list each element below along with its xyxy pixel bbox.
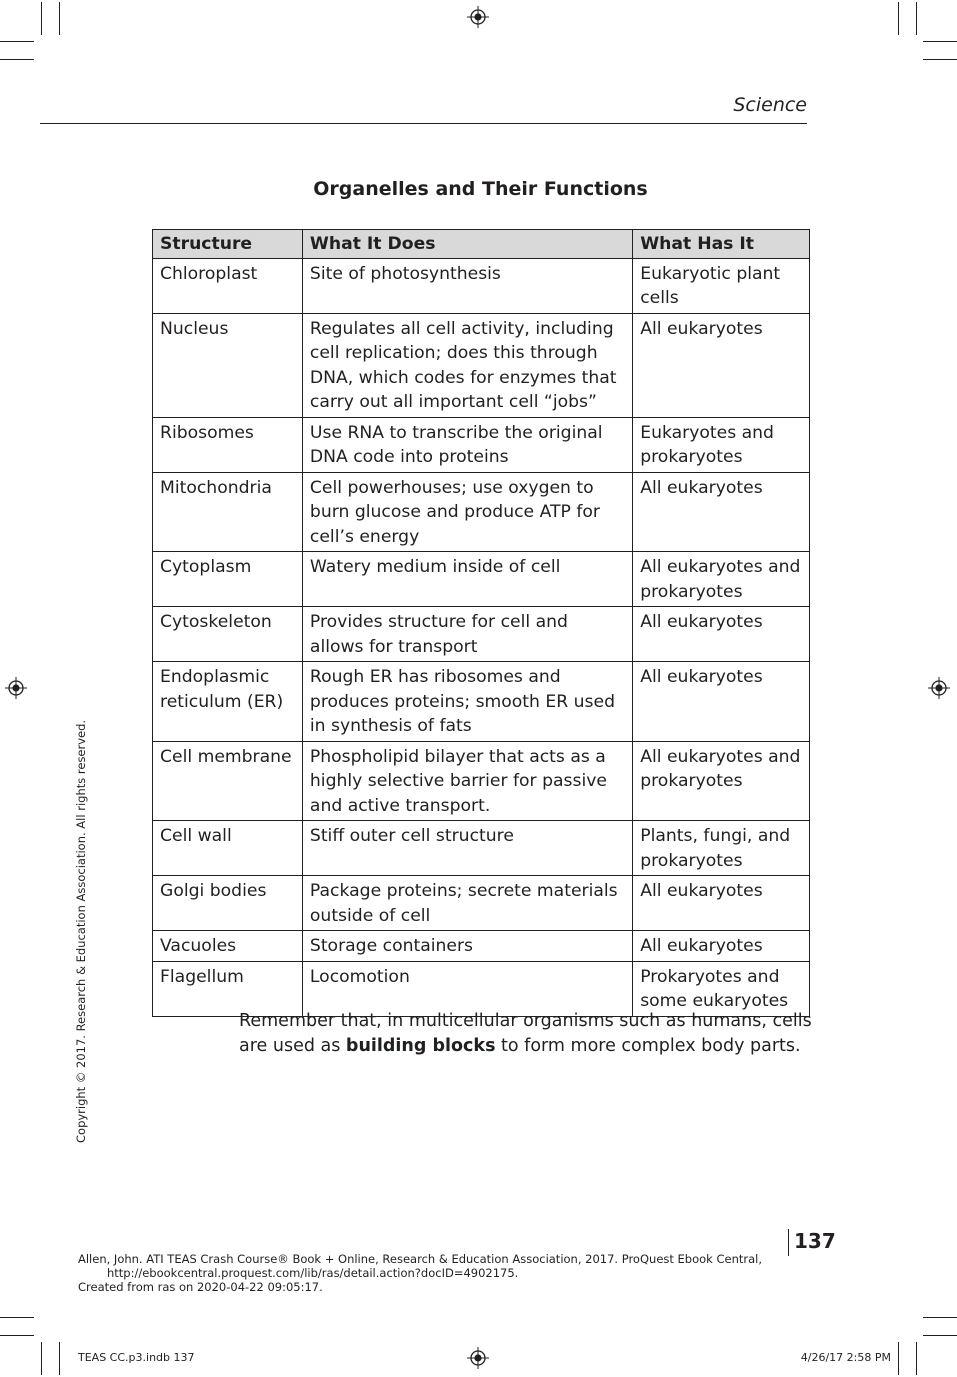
organism-cell: All eukaryotes [633,472,810,552]
function-cell: Phospholipid bilayer that acts as a highly selective barrier for passive and active transport. [302,741,632,821]
structure-cell: Golgi bodies [153,876,303,931]
column-header: Structure [153,230,303,259]
structure-cell: Cytoplasm [153,552,303,607]
function-cell: Watery medium inside of cell [302,552,632,607]
registration-mark-icon [467,1347,489,1369]
function-cell: Cell powerhouses; use oxygen to burn glucose and produce ATP for cell’s energy [302,472,632,552]
paragraph-emphasis: building blocks [345,1035,496,1056]
organelles-table [152,229,810,1017]
table-title: Organelles and Their Functions [313,178,648,200]
function-cell: Site of photosynthesis [302,258,632,313]
table-header-row [153,230,810,259]
organism-cell: All eukaryotes and prokaryotes [633,741,810,821]
table-row [153,662,810,742]
organism-cell: All eukaryotes [633,313,810,417]
organism-cell: All eukaryotes [633,607,810,662]
function-cell: Locomotion [302,961,632,1016]
structure-cell: Nucleus [153,313,303,417]
crop-mark [923,1335,957,1336]
structure-cell: Endoplasmic reticulum (ER) [153,662,303,742]
table-row [153,821,810,876]
citation-line: Created from ras on 2020-04-22 09:05:17. [78,1280,323,1294]
table-row [153,741,810,821]
table-row [153,931,810,962]
crop-mark [923,41,957,42]
organism-cell: All eukaryotes [633,876,810,931]
side-copyright: Copyright © 2017. Research & Education Association. All rights reserved. [74,719,88,1143]
citation-url: http://ebookcentral.proquest.com/lib/ras/detail.action?docID=4902175. [107,1266,519,1280]
organism-cell: All eukaryotes [633,931,810,962]
slug-file-info: TEAS CC.p3.indb 137 [78,1351,195,1364]
registration-mark-icon [5,677,27,699]
organism-cell: All eukaryotes and prokaryotes [633,552,810,607]
header-rule [40,123,807,124]
crop-mark [923,59,957,60]
structure-cell: Mitochondria [153,472,303,552]
function-cell: Provides structure for cell and allows for transport [302,607,632,662]
slug-timestamp: 4/26/17 2:58 PM [800,1351,891,1364]
table-row [153,417,810,472]
crop-mark [923,1317,957,1318]
paragraph-text: Remember that, in multicellular organisms such as humans, cells are used as [239,1011,812,1056]
running-head: Science [733,94,807,116]
organism-cell: All eukaryotes [633,662,810,742]
crop-mark [41,2,42,35]
function-cell: Stiff outer cell structure [302,821,632,876]
crop-mark [59,1342,60,1375]
table-row [153,961,810,1016]
crop-mark [41,1342,42,1375]
table-row [153,876,810,931]
organism-cell: Eukaryotes and prokaryotes [633,417,810,472]
structure-cell: Vacuoles [153,931,303,962]
table-row [153,258,810,313]
structure-cell: Chloroplast [153,258,303,313]
structure-cell: Cytoskeleton [153,607,303,662]
body-paragraph [239,1009,819,1058]
column-header: What It Does [302,230,632,259]
structure-cell: Ribosomes [153,417,303,472]
crop-mark [898,1342,899,1375]
organism-cell: Prokaryotes and some eukaryotes [633,961,810,1016]
paragraph-text: to form more complex body parts. [495,1035,801,1056]
structure-cell: Cell wall [153,821,303,876]
crop-mark [898,2,899,35]
registration-mark-icon [928,677,950,699]
function-cell: Use RNA to transcribe the original DNA code into proteins [302,417,632,472]
structure-cell: Flagellum [153,961,303,1016]
function-cell: Regulates all cell activity, including cell replication; does this through DNA, which codes for enzymes that carry out all important cell “jobs” [302,313,632,417]
organism-cell: Eukaryotic plant cells [633,258,810,313]
table-row [153,472,810,552]
page-number: 137 [794,1229,836,1253]
crop-mark [0,1335,34,1336]
registration-mark-icon [467,6,489,28]
structure-cell: Cell membrane [153,741,303,821]
citation [78,1252,762,1294]
crop-mark [0,41,34,42]
function-cell: Rough ER has ribosomes and produces proteins; smooth ER used in synthesis of fats [302,662,632,742]
table-row [153,313,810,417]
table-row [153,552,810,607]
crop-mark [916,1342,917,1375]
page-number-rule [788,1229,789,1256]
organism-cell: Plants, fungi, and prokaryotes [633,821,810,876]
crop-mark [0,1317,34,1318]
function-cell: Storage containers [302,931,632,962]
citation-line: Allen, John. ATI TEAS Crash Course® Book + Online, Research & Education Association, 2017. ProQuest Ebook Central, [78,1252,763,1266]
crop-mark [916,2,917,35]
function-cell: Package proteins; secrete materials outside of cell [302,876,632,931]
crop-mark [59,2,60,35]
crop-mark [0,59,34,60]
table-row [153,607,810,662]
column-header: What Has It [633,230,810,259]
